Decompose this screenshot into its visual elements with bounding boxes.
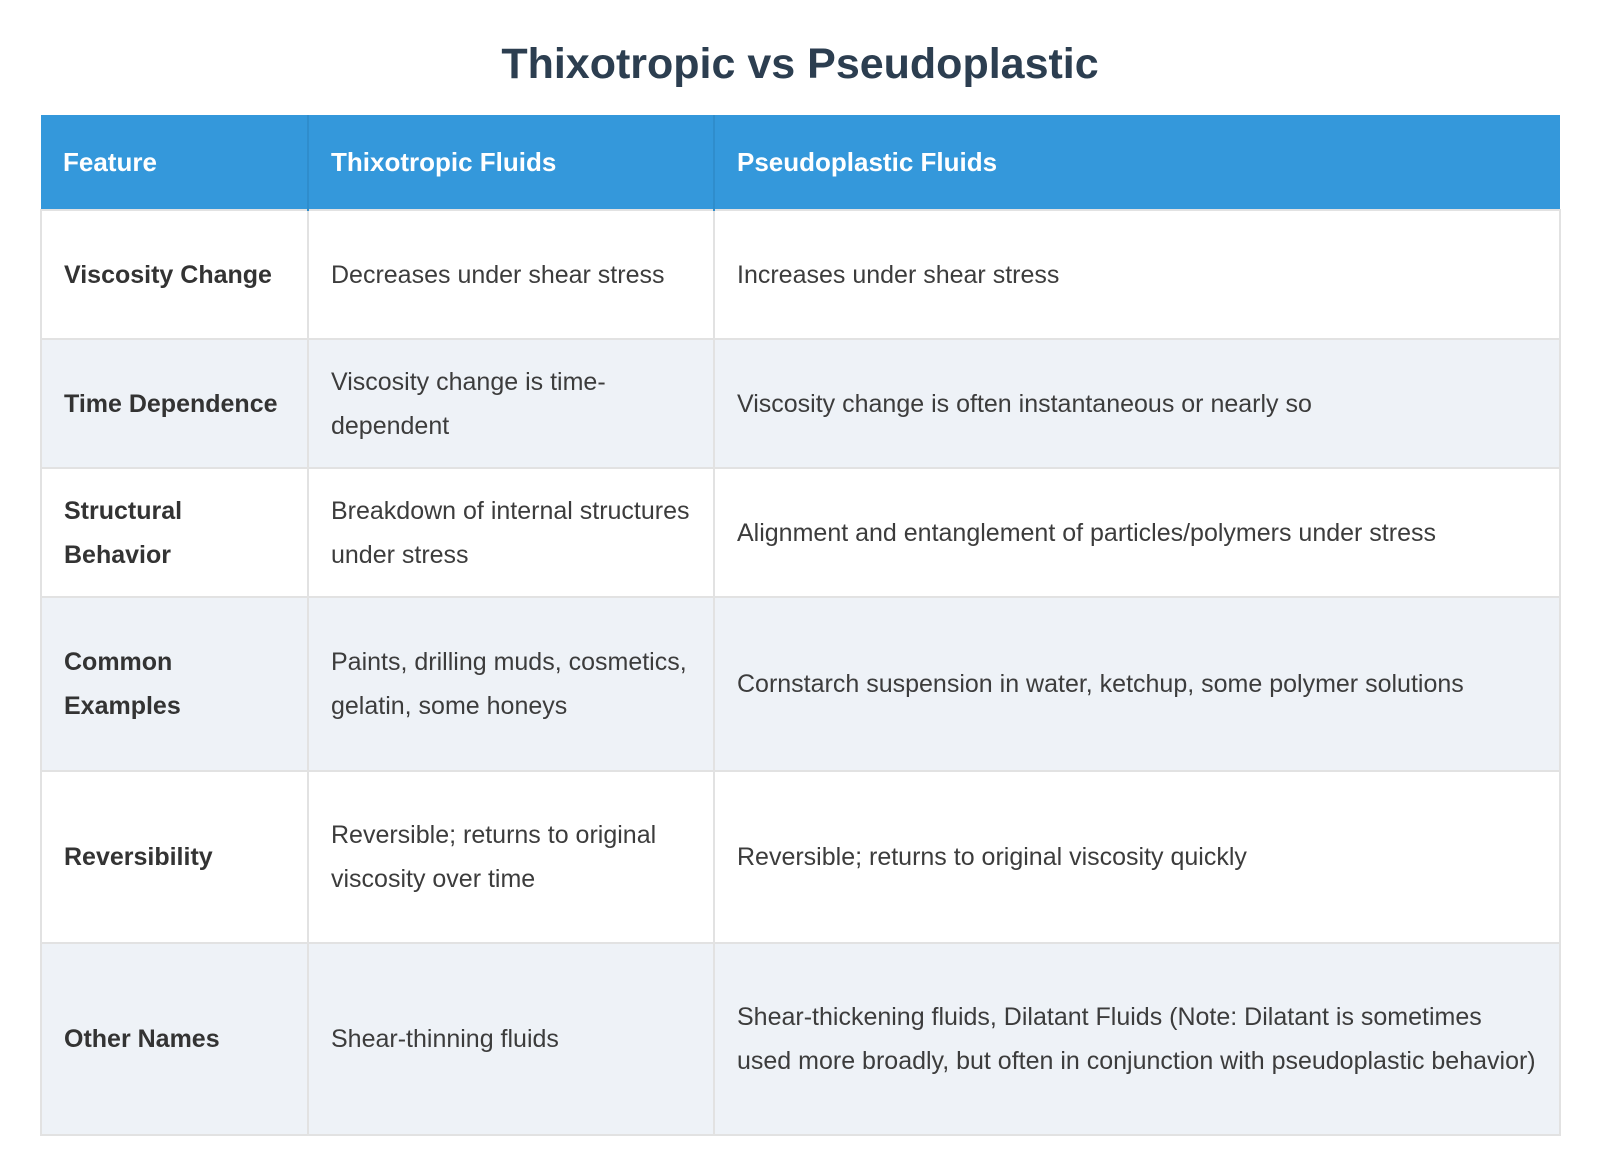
- table-row: [41, 468, 1560, 597]
- column-header-pseudoplastic: Pseudoplastic Fluids: [714, 115, 1560, 210]
- table-row: [41, 210, 1560, 339]
- thixotropic-cell: Reversible; returns to original viscosity over time: [308, 771, 714, 943]
- thixotropic-cell: Decreases under shear stress: [308, 210, 714, 339]
- feature-cell: Structural Behavior: [41, 468, 308, 597]
- thixotropic-cell: Viscosity change is time-dependent: [308, 339, 714, 468]
- pseudoplastic-cell: Shear-thickening fluids, Dilatant Fluids (Note: Dilatant is sometimes used more broadly, but often in conjunction with pseudoplastic behavior): [714, 943, 1560, 1135]
- pseudoplastic-cell: Alignment and entanglement of particles/polymers under stress: [714, 468, 1560, 597]
- table-header: [41, 115, 1560, 210]
- column-header-thixotropic: Thixotropic Fluids: [308, 115, 714, 210]
- thixotropic-cell: Paints, drilling muds, cosmetics, gelatin, some honeys: [308, 597, 714, 771]
- feature-cell: Other Names: [41, 943, 308, 1135]
- header-row: [41, 115, 1560, 210]
- table-row: [41, 943, 1560, 1135]
- feature-cell: Common Examples: [41, 597, 308, 771]
- pseudoplastic-cell: Viscosity change is often instantaneous or nearly so: [714, 339, 1560, 468]
- comparison-table: [40, 115, 1561, 1136]
- feature-cell: Viscosity Change: [41, 210, 308, 339]
- pseudoplastic-cell: Reversible; returns to original viscosity quickly: [714, 771, 1560, 943]
- table-row: [41, 771, 1560, 943]
- thixotropic-cell: Shear-thinning fluids: [308, 943, 714, 1135]
- pseudoplastic-cell: Cornstarch suspension in water, ketchup, some polymer solutions: [714, 597, 1560, 771]
- column-header-feature: Feature: [41, 115, 308, 210]
- page-title: Thixotropic vs Pseudoplastic: [501, 40, 1099, 88]
- feature-cell: Reversibility: [41, 771, 308, 943]
- pseudoplastic-cell: Increases under shear stress: [714, 210, 1560, 339]
- table-row: [41, 339, 1560, 468]
- feature-cell: Time Dependence: [41, 339, 308, 468]
- thixotropic-cell: Breakdown of internal structures under stress: [308, 468, 714, 597]
- table-row: [41, 597, 1560, 771]
